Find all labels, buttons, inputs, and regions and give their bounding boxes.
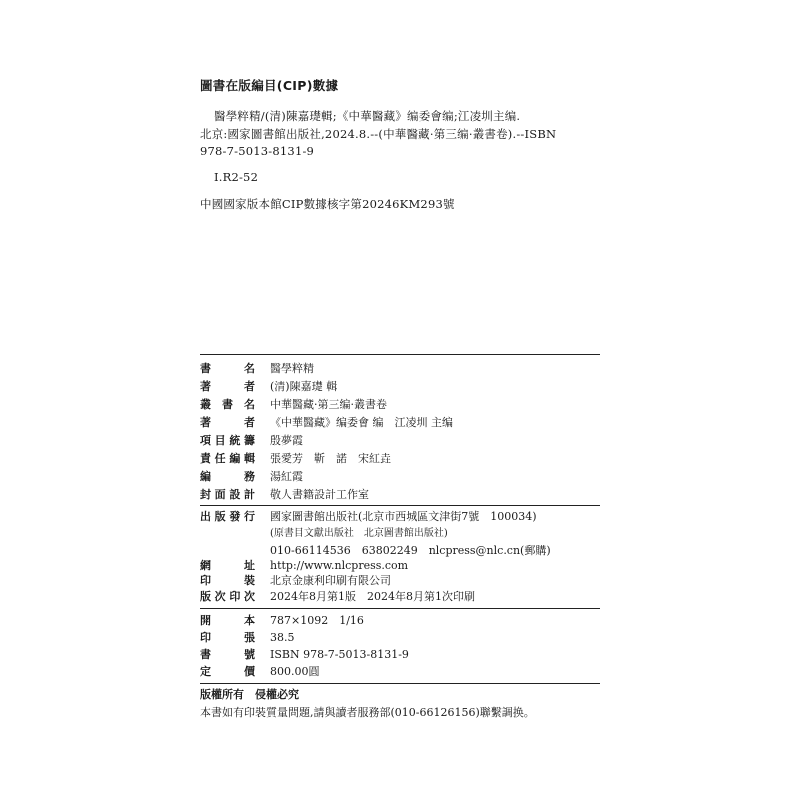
cover-design-label: 封面設計	[200, 488, 255, 501]
spec-row	[200, 630, 600, 648]
format-label: 開 本	[200, 614, 255, 627]
edition-value: 2024年8月第1版 2024年8月第1次印刷	[270, 590, 475, 603]
copyright-notice-heading: 版權所有 侵權必究	[200, 688, 299, 701]
editorial-affairs-label: 編 務	[200, 470, 255, 483]
spec-row	[200, 664, 600, 682]
book-row	[200, 415, 600, 433]
editors-value: 張愛芳 靳 諾 宋紅垚	[270, 452, 391, 465]
spec-row	[200, 647, 600, 665]
book-row	[200, 433, 600, 451]
printer-label: 印 裝	[200, 574, 255, 587]
website-value: http://www.nlcpress.com	[270, 559, 409, 572]
cip-line-3: 978-7-5013-8131-9	[200, 144, 315, 158]
cover-design-value: 敬人書籍設計工作室	[270, 488, 369, 501]
edition-row	[200, 589, 600, 607]
edition-label: 版次印次	[200, 590, 255, 603]
cip-line-2: 北京:國家圖書館出版社,2024.8.--(中華醫藏·第三编·叢書卷).--ISBN	[200, 127, 557, 141]
book-row	[200, 361, 600, 379]
isbn-label: 書 號	[200, 648, 255, 661]
rule-specs	[200, 608, 600, 609]
rule-publisher	[200, 505, 600, 506]
book-row	[200, 451, 600, 469]
editorial-affairs-value: 湯紅霞	[270, 470, 303, 483]
quality-notice: 本書如有印裝質量問題,請與讀者服務部(010-66126156)聯繫調换。	[200, 706, 535, 719]
cip-line-1: 醫學粹精/(清)陳嘉璴輯;《中華醫藏》编委會编;江凌圳主编.	[214, 109, 521, 123]
project-coordinator-label: 項目統籌	[200, 434, 255, 447]
price-value: 800.00圓	[270, 665, 320, 678]
series-author-value: 《中華醫藏》编委會 编 江凌圳 主编	[270, 416, 453, 429]
book-title-value: 醫學粹精	[270, 362, 314, 375]
book-row	[200, 379, 600, 397]
book-row	[200, 469, 600, 487]
isbn-value: ISBN 978-7-5013-8131-9	[270, 648, 409, 661]
spec-row	[200, 613, 600, 631]
rule-top	[200, 354, 600, 355]
cip-classification: Ⅰ.R2-52	[214, 170, 259, 184]
sheets-value: 38.5	[270, 631, 295, 644]
series-value: 中華醫藏·第三编·叢書卷	[270, 398, 387, 411]
sheets-label: 印 張	[200, 631, 255, 644]
format-value: 787×1092 1/16	[270, 614, 364, 627]
cip-title: 圖書在版編目(CIP)數據	[200, 78, 339, 93]
publisher-value: 國家圖書館出版社(北京市西城區文津街7號 100034)	[270, 510, 537, 523]
publisher-row	[200, 509, 600, 527]
book-title-label: 書 名	[200, 362, 255, 375]
book-row	[200, 397, 600, 415]
website-label: 網 址	[200, 559, 255, 572]
price-label: 定 價	[200, 665, 255, 678]
printer-value: 北京金康利印刷有限公司	[270, 574, 391, 587]
publisher-former-names: (原書目文獻出版社 北京圖書館出版社)	[270, 528, 448, 539]
publisher-contact: 010-66114536 63802249 nlcpress@nlc.cn(郵購)	[270, 544, 551, 557]
cip-record-number: 中國國家版本館CIP數據核字第20246KM293號	[200, 197, 455, 211]
book-row	[200, 487, 600, 505]
editors-label: 責任編輯	[200, 452, 255, 465]
publisher-label: 出版發行	[200, 510, 255, 523]
project-coordinator-value: 殷夢霞	[270, 434, 303, 447]
publisher-row	[200, 526, 600, 544]
series-author-label: 著 者	[200, 416, 255, 429]
author-value: (清)陳嘉璴 輯	[270, 380, 338, 393]
series-label: 叢書名	[200, 398, 255, 411]
author-label: 著 者	[200, 380, 255, 393]
rule-rights	[200, 683, 600, 684]
